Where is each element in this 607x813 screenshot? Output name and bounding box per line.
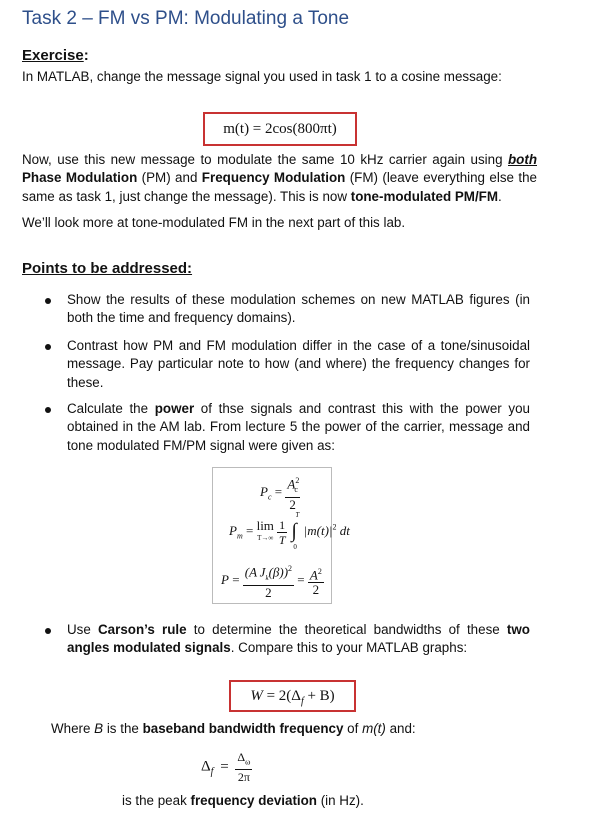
pm-int-sup: T: [295, 511, 300, 519]
pc-num-sup: 2: [295, 476, 300, 485]
p2-both: both: [508, 152, 537, 167]
bullet-1-text: Show the results of these modulation schemes on new MATLAB figures (in both the time and frequency domains).: [67, 292, 530, 326]
message-equation: m(t) = 2cos(800πt): [223, 121, 337, 137]
pc-frac: [285, 474, 300, 512]
p2-text-b: (PM) and: [137, 170, 202, 186]
p-equation: [221, 562, 324, 600]
exercise-heading-wrap: [22, 47, 89, 64]
p-frac: [243, 562, 294, 600]
pc-equation: [260, 474, 300, 512]
b4-text-a: Use: [67, 622, 99, 637]
pc-lhs: P: [260, 483, 268, 499]
where-d: of: [343, 721, 363, 736]
where-line: [51, 720, 416, 738]
pc-num-sub: c: [294, 484, 298, 494]
p2-frequency-modulation: Frequency Modulation: [201, 170, 346, 186]
p-lhs: P: [221, 571, 229, 587]
pc-sub: c: [267, 492, 272, 502]
delta-num: Δ: [237, 750, 246, 764]
b4-text-c: . Compare this to your MATLAB graphs:: [230, 640, 468, 656]
pm-one-over-t: [277, 518, 287, 547]
p2-num-sup: 2: [317, 566, 322, 576]
delta-f-equation: [201, 750, 252, 784]
pm-equation: [229, 511, 350, 551]
bullet-3-text: [67, 400, 530, 455]
bullet-dot-2: [45, 344, 51, 350]
bullet-dot-4: [45, 628, 51, 634]
p-num-sub: k: [265, 573, 269, 582]
p2-tone-modulated: tone-modulated PM/FM: [350, 188, 499, 204]
pm-one: 1: [279, 517, 286, 532]
exercise-paragraph-2: [22, 151, 537, 206]
pm-lim: [257, 520, 274, 544]
carson-rhs-a: 2(Δ: [278, 688, 301, 704]
b3-power: power: [154, 401, 195, 416]
last-frequency-deviation: frequency deviation: [190, 793, 317, 808]
pc-eq: =: [274, 483, 283, 499]
carson-eq: =: [266, 688, 276, 704]
last-b: (in Hz).: [316, 793, 364, 808]
delta-lhs: Δ: [201, 758, 211, 775]
message-equation-box: [203, 112, 357, 146]
b4-two-angles: two angles modulated signals: [67, 622, 530, 656]
b4-carsons-rule: Carson’s rule: [98, 622, 187, 637]
pm-integrand-sup: 2: [332, 522, 337, 532]
p2-text-c: (FM) (leave everything else the same as task 1, just change the message). This is now: [22, 170, 537, 204]
pm-dt: dt: [339, 522, 350, 538]
last-a: is the peak: [122, 793, 191, 808]
points-heading: Points to be addressed:: [22, 260, 193, 277]
pm-t: T: [278, 532, 286, 547]
pm-lhs: P: [229, 522, 237, 538]
bullet-4-text: [67, 621, 530, 658]
p-num: (A J: [244, 564, 266, 580]
p2-num: A: [309, 567, 318, 583]
p2-text-d: .: [498, 188, 502, 204]
p2-frac: [308, 565, 324, 597]
exercise-heading: Exercise: [22, 47, 84, 64]
pm-lim-word: lim: [256, 518, 274, 533]
exercise-intro: In MATLAB, change the message signal you used in task 1 to a cosine message:: [22, 69, 502, 84]
p-den: 2: [265, 584, 272, 600]
last-line: [122, 792, 364, 810]
b3-text-a: Calculate the: [67, 401, 155, 416]
p2-phase-modulation: Phase Modulation: [22, 170, 138, 186]
carson-rhs-sub: f: [300, 696, 304, 707]
delta-den: 2π: [237, 770, 250, 785]
p2-den: 2: [312, 582, 320, 598]
pm-integral: ∫ T 0: [291, 511, 300, 551]
p-num-b: (β)): [268, 564, 289, 580]
delta-eq: =: [220, 758, 229, 775]
bullet-dot-1: [45, 298, 51, 304]
bullet-2-text: Contrast how PM and FM modulation differ in the case of a tone/sinusoidal message. Pay particular note to how (and where) the frequency changes for these.: [67, 338, 530, 390]
p2-text-a: Now, use this new message to modulate the same 10 kHz carrier again using: [22, 152, 508, 167]
p-eq2: =: [297, 571, 305, 587]
carson-equation-box: [229, 680, 356, 712]
where-mt: m(t): [362, 721, 386, 736]
exercise-paragraph-3: We’ll look more at tone-modulated FM in the next part of this lab.: [22, 215, 406, 230]
exercise-heading-colon: :: [83, 47, 89, 64]
pm-int-sub: 0: [293, 543, 297, 551]
b3-text-b: of thse signals and contrast this with the power you obtained in the AM lab. From lecture 5 the power of the carrier, message and tone modulated FM/PM signal were given as:: [67, 401, 530, 453]
where-e: and:: [385, 721, 416, 736]
pc-den: 2: [289, 496, 296, 512]
pm-lim-sub: T→∞: [257, 534, 274, 542]
delta-num-sub: ω: [245, 757, 251, 767]
carson-lhs: W: [250, 688, 263, 704]
b4-text-b: to determine the theoretical bandwidths of these: [186, 622, 507, 637]
p-eq: =: [232, 571, 240, 587]
pm-eq: =: [245, 522, 254, 538]
delta-lhs-sub: f: [210, 766, 214, 778]
page-title: Task 2 – FM vs PM: Modulating a Tone: [22, 8, 350, 29]
p-num-sup: 2: [288, 564, 293, 573]
where-a: Where: [51, 721, 95, 736]
carson-rhs-b: + B): [303, 688, 335, 704]
power-equations-box: [212, 467, 350, 604]
where-bandwidth: baseband bandwidth frequency: [142, 721, 344, 736]
delta-frac: [235, 750, 252, 784]
where-c: is the: [103, 721, 143, 736]
pc-num: A: [287, 476, 296, 492]
where-b: B: [94, 721, 104, 736]
bullet-dot-3: [45, 407, 51, 413]
pm-sub: m: [236, 531, 243, 541]
pm-integrand: |m(t)|: [303, 522, 333, 538]
